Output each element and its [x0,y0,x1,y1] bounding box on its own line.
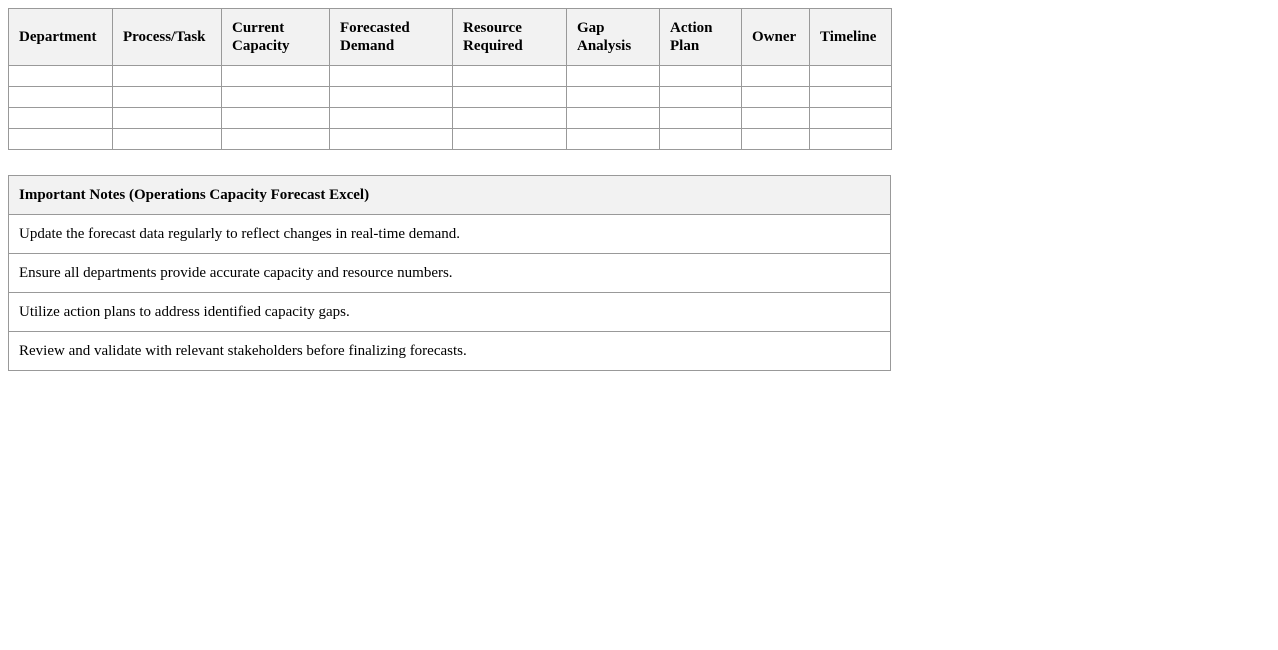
table-cell[interactable] [742,108,810,129]
header-forecasted-demand[interactable]: Forecasted Demand [330,9,453,66]
table-cell[interactable] [660,87,742,108]
table-cell[interactable] [660,66,742,87]
table-cell[interactable] [222,66,330,87]
notes-header-row [9,176,891,215]
header-resource-required[interactable]: Resource Required [453,9,567,66]
note-row [9,215,891,254]
table-cell[interactable] [113,66,222,87]
header-owner[interactable]: Owner [742,9,810,66]
table-cell[interactable] [567,66,660,87]
table-cell[interactable] [660,129,742,150]
table-row [9,87,892,108]
note-row [9,293,891,332]
header-action-plan[interactable]: Action Plan [660,9,742,66]
header-department[interactable]: Department [9,9,113,66]
table-cell[interactable] [9,129,113,150]
table-cell[interactable] [113,108,222,129]
table-cell[interactable] [222,108,330,129]
header-process-task[interactable]: Process/Task [113,9,222,66]
table-cell[interactable] [453,87,567,108]
table-cell[interactable] [453,66,567,87]
table-cell[interactable] [113,129,222,150]
table-cell[interactable] [9,66,113,87]
table-cell[interactable] [9,108,113,129]
note-item: Utilize action plans to address identified capacity gaps. [9,293,891,332]
table-cell[interactable] [810,66,892,87]
note-row [9,332,891,371]
table-cell[interactable] [567,129,660,150]
note-row [9,254,891,293]
table-cell[interactable] [660,108,742,129]
table-cell[interactable] [453,108,567,129]
note-item: Review and validate with relevant stakeholders before finalizing forecasts. [9,332,891,371]
table-cell[interactable] [330,129,453,150]
table-row [9,66,892,87]
table-cell[interactable] [742,129,810,150]
table-row [9,129,892,150]
table-cell[interactable] [567,87,660,108]
table-cell[interactable] [330,108,453,129]
table-cell[interactable] [9,87,113,108]
header-row [9,9,892,66]
table-cell[interactable] [453,129,567,150]
table-cell[interactable] [113,87,222,108]
table-cell[interactable] [567,108,660,129]
header-gap-analysis[interactable]: Gap Analysis [567,9,660,66]
capacity-forecast-table [8,8,892,150]
table-cell[interactable] [330,66,453,87]
table-cell[interactable] [810,108,892,129]
table-cell[interactable] [742,87,810,108]
table-cell[interactable] [222,129,330,150]
header-current-capacity[interactable]: Current Capacity [222,9,330,66]
note-item: Ensure all departments provide accurate capacity and resource numbers. [9,254,891,293]
important-notes-table [8,175,891,371]
table-cell[interactable] [742,66,810,87]
note-item: Update the forecast data regularly to reflect changes in real-time demand. [9,215,891,254]
table-cell[interactable] [222,87,330,108]
header-timeline[interactable]: Timeline [810,9,892,66]
table-row [9,108,892,129]
notes-title: Important Notes (Operations Capacity Forecast Excel) [9,176,891,215]
table-cell[interactable] [810,129,892,150]
table-cell[interactable] [330,87,453,108]
table-cell[interactable] [810,87,892,108]
